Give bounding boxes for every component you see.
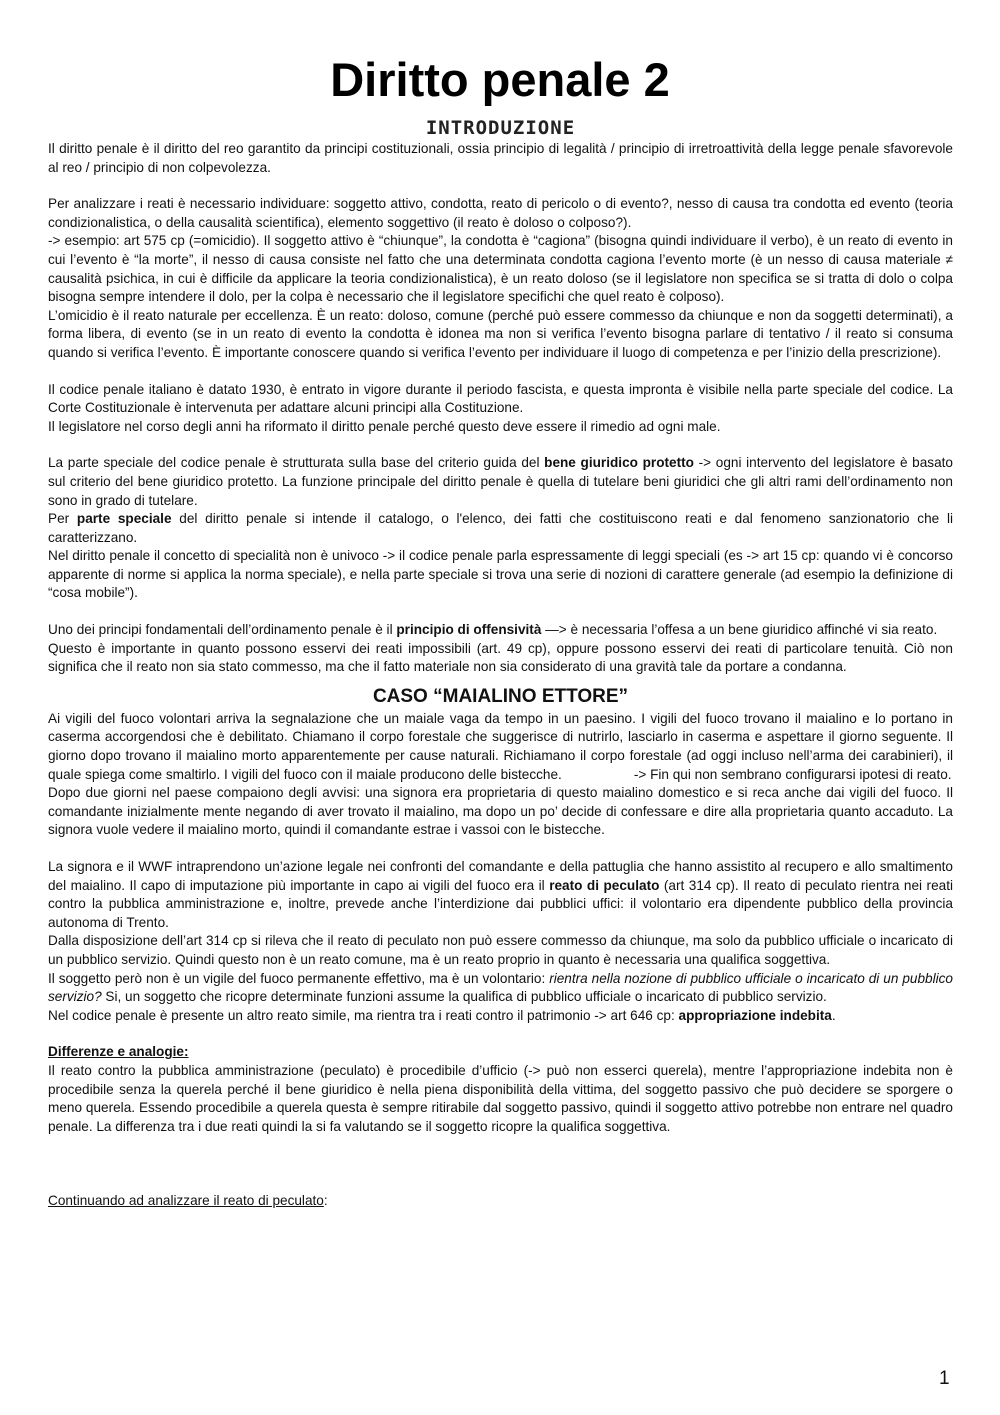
paragraph: Nel codice penale è presente un altro reato simile, ma rientra tra i reati contro il patrimonio -> art 646 cp: appropriazione indebita.: [48, 1007, 836, 1023]
bold-term: bene giuridico protetto: [544, 455, 694, 471]
paragraph: Dopo due giorni nel paese compaiono degli avvisi: una signora era proprietaria di questo maialino domestico e si reca anche dai vigili del fuoco. Il comandante inizialmente mente negando di aver trovato il maialino, ma dopo un po’ decide di confessare e dire alla proprietaria quanto accaduto. La signora vuole vedere il maialino morto, quindi il comandante estrae i vassoi con le bistecche.: [48, 785, 953, 838]
paragraph: Nel diritto penale il concetto di specialità non è univoco -> il codice penale parla espressamente di leggi speciali (es -> art 15 cp: quando vi è concorso apparente di norme si applica la norma speciale), e nella parte speciale si trova una serie di nozioni di carattere generale (ad esempio la definizione di “cosa mobile”).: [48, 548, 953, 601]
paragraph: Questo è importante in quanto possono esservi dei reati impossibili (art. 49 cp), oppure possono esservi dei reati di particolare tenuità. Ciò non significa che il reato non sia stato commesso, ma che il fatto materiale non sia considerato di una gravità tale da portare a condanna.: [48, 640, 953, 675]
bold-term: reato di peculato: [549, 877, 660, 893]
paragraph: Uno dei principi fondamentali dell’ordinamento penale è il principio di offensività —> è necessaria l’offesa a un bene giuridico affinché vi sia reato.: [48, 622, 938, 638]
paragraph: Per parte speciale del diritto penale si intende il catalogo, o l'elenco, dei fatti che costituiscono reati e dal fenomeno sanzionatorio che li caratterizzano.: [48, 511, 953, 545]
paragraph: Dalla disposizione dell’art 314 cp si rileva che il reato di peculato non può essere commesso da chiunque, ma solo da pubblico ufficiale o incaricato di un pubblico servizio. Quindi questo non è un reato comune, ma è un reato proprio in quanto è necessaria una qualifica soggettiva.: [48, 933, 953, 967]
paragraph: Il soggetto però non è un vigile del fuoco permanente effettivo, ma è un volontario: rientra nella nozione di pubblico ufficiale o incaricato di un pubblico servizio? Si, un soggetto che ricopre determinate funzioni assume la qualifica di pubblico ufficiale o incaricato di pubblico servizio.: [48, 970, 953, 1005]
paragraph: Ai vigili del fuoco volontari arriva la segnalazione che un maiale vaga da tempo in un paesino. I vigili del fuoco trovano il maialino e lo portano in caserma accorgendosi che è debilitato. Chiamano il corpo forestale che suggerisce di nutrirlo, lasciarlo in caserma e aspettare il giorno seguente. Il giorno dopo trovano il maialino morto apparentemente per cause naturali. Richiamano il corpo forestale (ad oggi incluso nell’arma dei carabinieri), il quale spiega come smaltirlo. I vigili del fuoco con il maiale producono delle bistecche. -> Fin qui non sembrano configurarsi ipotesi di reato.: [48, 710, 953, 782]
paragraph: -> esempio: art 575 cp (=omicidio). Il soggetto attivo è “chiunque”, la condotta è “cagiona” (bisogna quindi individuare il verbo), è un reato di evento in cui l’evento è “la morte”, il nesso di causa consiste nel fatto che una determinata condotta cagiona l’evento morte (è un nesso di causa materiale ≠ causalità psichica, in cui è difficile da applicare la teoria condizionalistica), è un reato doloso (se il legislatore non specifica se si tratta di dolo o colpa bisogna sempre intendere il dolo, per la colpa è necessario che il legislatore specifichi che quel reato è colposo).: [48, 233, 953, 305]
document-title: Diritto penale 2: [330, 53, 670, 106]
bold-term: parte speciale: [76, 511, 172, 527]
bold-term: appropriazione indebita: [678, 1007, 832, 1023]
paragraph: La parte speciale del codice penale è strutturata sulla base del criterio guida del bene giuridico protetto -> ogni intervento del legislatore è basato sul criterio del bene giuridico protetto. La funzione principale del diritto penale è quella di tutelare beni giuridici che gli altri rami dell’ordinamento non sono in grado di tutelare.: [48, 455, 953, 508]
paragraph: Il legislatore nel corso degli anni ha riformato il diritto penale perché questo deve essere il rimedio ad ogni male.: [48, 418, 721, 434]
heading-introduzione: INTRODUZIONE: [425, 117, 576, 139]
subheading-differenze: Differenze e analogie:: [48, 1044, 189, 1060]
paragraph: Il reato contro la pubblica amministrazione (peculato) è procedibile d’ufficio (-> può non esserci querela), mentre l’appropriazione indebita non è procedibile senza la querela perché il bene giuridico è nella piena disponibilità della vittima, del soggetto passivo che può decidere se sporgere o meno querela. Essendo procedibile a querela questa è sempre ritirabile dal soggetto passivo, quindi il soggetto attivo potrebbe non entrare nel quadro penale. La differenza tra i due reati quindi la si fa valutando se il soggetto ricopre la qualifica soggettiva.: [48, 1062, 953, 1134]
continuation-line: Continuando ad analizzare il reato di peculato:: [48, 1193, 328, 1209]
page-number: 1: [939, 1368, 950, 1389]
paragraph: L’omicidio è il reato naturale per eccellenza. È un reato: doloso, comune (perché può essere commesso da chiunque e non da soggetti determinati), a forma libera, di evento (se in un reato di evento la condotta è idonea ma non si verifica l’evento bisogna parlare di tentativo / il reato si consuma quando si verifica l’evento. È importante conoscere quando si verifica l’evento per individuare il luogo di competenza e per l’inizio della prescrizione).: [48, 307, 953, 360]
paragraph: Il diritto penale è il diritto del reo garantito da principi costituzionali, ossia principio di legalità / principio di irretroattività della legge penale sfavorevole al reo / principio di non colpevolezza.: [48, 141, 953, 175]
paragraph: La signora e il WWF intraprendono un’azione legale nei confronti del comandante e della pattuglia che hanno assistito al recupero e allo smaltimento del maialino. Il capo di imputazione più importante in capo ai vigili del fuoco era il reato di peculato (art 314 cp). Il reato di peculato rientra nei reati contro la pubblica amministrazione e, inoltre, prevede anche l’interdizione dai pubblici uffici: il volontario era dipendente pubblico della provincia autonoma di Trento.: [48, 859, 953, 930]
document-body: [48, 116, 953, 1211]
paragraph: Per analizzare i reati è necessario individuare: soggetto attivo, condotta, reato di pericolo o di evento?, nesso di causa tra condotta ed evento (teoria condizionalistica, o della causalità scientifica), elemento soggettivo (il reato è doloso o colposo?).: [48, 196, 953, 230]
italic-question: rientra nella nozione di pubblico ufficiale o incaricato di un pubblico servizio?: [48, 970, 953, 1005]
paragraph: Il codice penale italiano è datato 1930, è entrato in vigore durante il periodo fascista, e questa impronta è visibile nella parte speciale del codice. La Corte Costituzionale è intervenuta per adattare alcuni principi alla Costituzione.: [48, 381, 953, 416]
bold-term: principio di offensività: [396, 622, 542, 638]
heading-caso-maialino: CASO “MAIALINO ETTORE”: [372, 685, 629, 707]
